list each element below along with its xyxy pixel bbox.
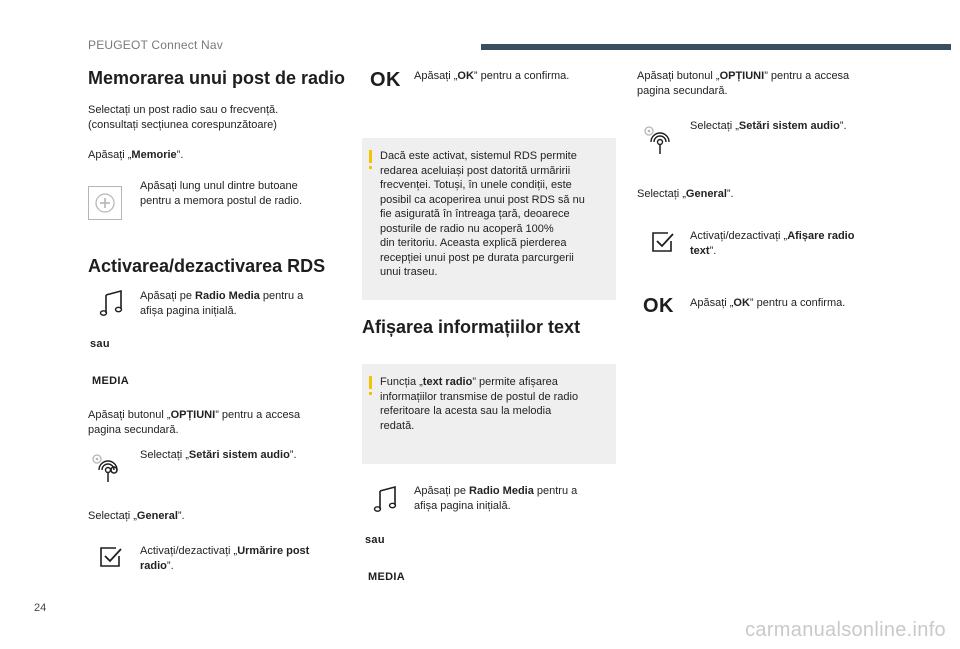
info-icon	[369, 150, 372, 163]
rds-general-text: Selectați „General”.	[88, 510, 185, 522]
info-icon	[369, 376, 372, 389]
or-label: sau	[90, 338, 110, 350]
memorize-instruction: Selectați un post radio sau o frecvență. (consultați secțiunea corespunzătoare)	[88, 104, 279, 131]
header-bar	[481, 44, 951, 50]
rds-tracking-text: Activați/dezactivați „Urmărire post radio”.	[140, 545, 310, 572]
rds-music-text: Apăsați pe Radio Media pentru a afișa pagina inițială.	[140, 290, 304, 317]
memorize-long-press-text: Apăsați lung unul dintre butoane pentru a memora postul de radio.	[140, 180, 303, 207]
plus-square-icon	[88, 186, 122, 220]
text-music-text: Apăsați pe Radio Media pentru a afișa pagina inițială.	[414, 485, 578, 512]
media-label: MEDIA	[368, 571, 405, 583]
text-display-toggle-text: Activați/dezactivați „Afișare radio text”.	[690, 230, 855, 257]
memorize-press-text: Apăsați „Memorie”.	[88, 149, 184, 161]
music-note-icon	[100, 290, 124, 316]
info-box-rds: Dacă este activat, sistemul RDS permite redarea aceluiași post datorită urmăririi frecvenței. Totuși, în unele condiții, este posibil ca acoperirea unui post RDS să nu fie asigurată în întreaga țară, deoarece posturile de radio nu acoperă 100% din teritoriu. Aceasta explică pierderea recepției unui post pe durata parcurgerii unui traseu.	[362, 138, 616, 300]
ok-label: OK	[643, 295, 674, 317]
ok-confirm-text: Apăsați „OK” pentru a confirma.	[690, 297, 846, 309]
info-box-text-radio: Funcția „text radio” permite afișarea informațiilor transmise de postul de radio referitoare la acesta sau la melodia redată.	[362, 364, 616, 464]
rds-options-text: Apăsați butonul „OPȚIUNI” pentru a accesa pagina secundară.	[88, 409, 301, 436]
checkbox-icon	[652, 232, 674, 252]
page-number: 24	[34, 602, 47, 614]
music-note-icon	[374, 486, 398, 512]
text-options-text: Apăsați butonul „OPȚIUNI” pentru a accesa pagina secundară.	[637, 70, 850, 97]
text-general-text: Selectați „General”.	[637, 188, 734, 200]
audio-settings-icon	[91, 452, 123, 484]
ok-label: OK	[370, 69, 401, 91]
checkbox-icon	[100, 547, 122, 567]
or-label: sau	[365, 534, 385, 546]
rds-audio-settings-text: Selectați „Setări sistem audio”.	[140, 449, 297, 461]
header-title: PEUGEOT Connect Nav	[88, 38, 223, 52]
watermark: carmanualsonline.info	[745, 619, 946, 641]
section-title-rds: Activarea/dezactivarea RDS	[88, 256, 326, 276]
section-title-text-info: Afișarea informațiilor text	[362, 317, 581, 337]
audio-settings-icon	[643, 124, 675, 156]
media-label: MEDIA	[92, 375, 129, 387]
section-title-memorize: Memorarea unui post de radio	[88, 68, 346, 88]
text-audio-settings-text: Selectați „Setări sistem audio”.	[690, 120, 847, 132]
ok-confirm-text: Apăsați „OK” pentru a confirma.	[414, 70, 570, 82]
